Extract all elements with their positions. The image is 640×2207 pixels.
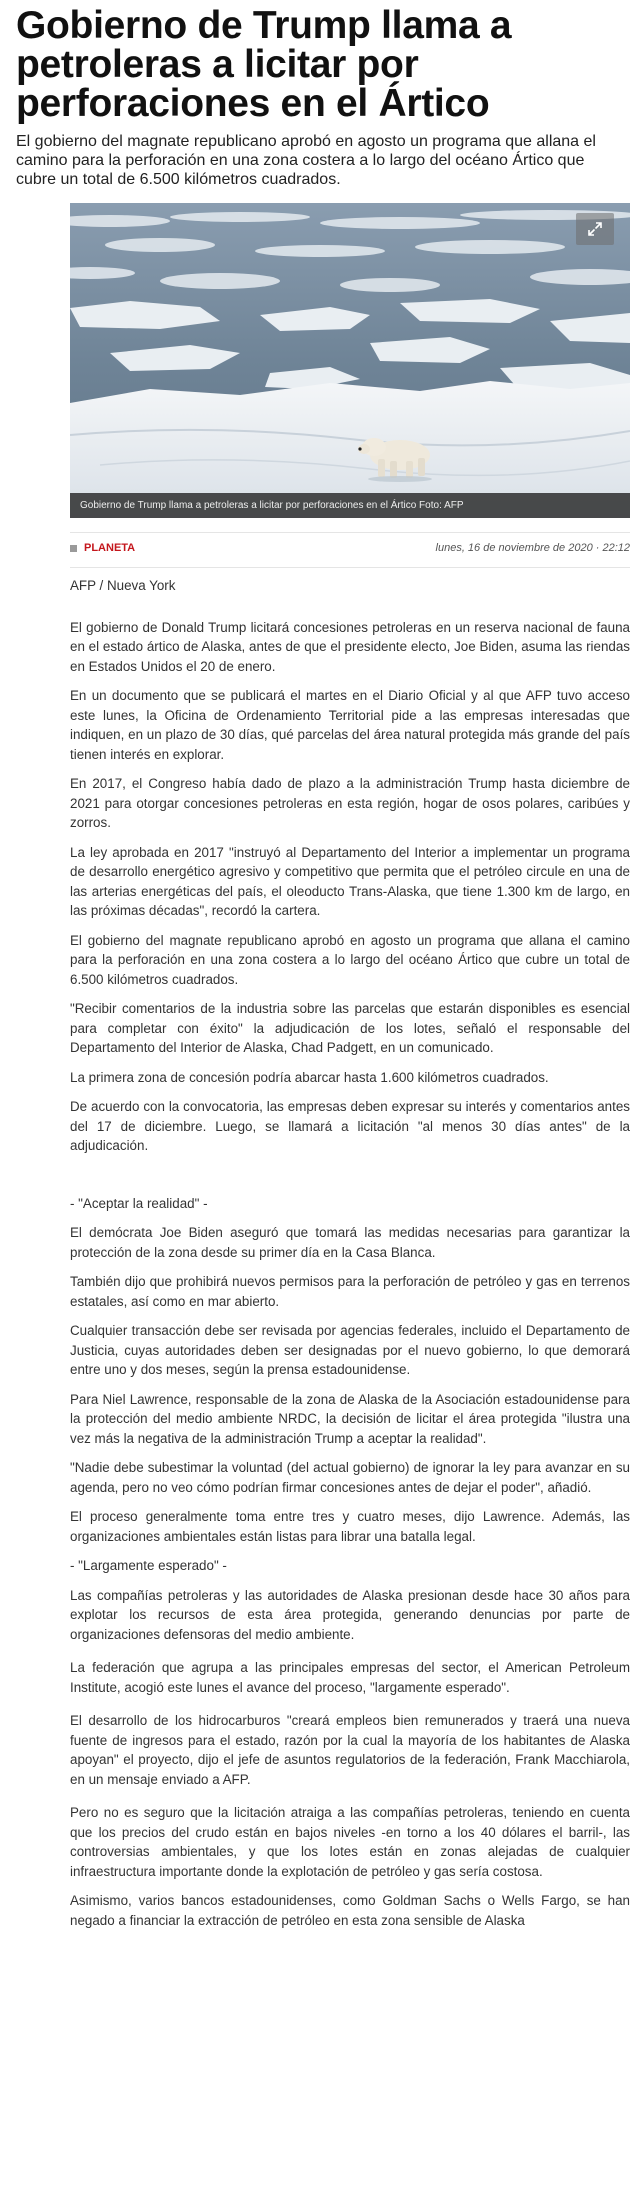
section-subheading: - "Aceptar la realidad" -	[70, 1195, 208, 1211]
section-link-planeta[interactable]	[70, 542, 135, 554]
polar-bear-ice-photo	[70, 203, 630, 518]
article-paragraph: Las compañías petroleras y las autoridades de Alaska presionan desde hace 30 años para explotar los recursos de esta área protegida, generando denuncias por parte de organizaciones defensoras del medio ambiente.	[70, 1587, 630, 1642]
article-body	[70, 574, 630, 1930]
article-paragraph: "Recibir comentarios de la industria sobre las parcelas que estarán disponibles es esencial para completar con éxito" la adjudicación de los lotes, señaló el responsable del Departamento del Interior de Alaska, Chad Padgett, en un comunicado.	[70, 1001, 630, 1055]
section-label: PLANETA	[84, 542, 136, 554]
article-paragraph: También dijo que prohibirá nuevos permisos para la perforación de petróleo y gas en terrenos estatales, así como en mar abierto.	[70, 1274, 630, 1309]
article-paragraph: Para Niel Lawrence, responsable de la zona de Alaska de la Asociación estadounidense para la protección del medio ambiente NRDC, la decisión de licitar el área protegida "ilustra una vez más la negativa de la administración Trump a aceptar la realidad".	[70, 1391, 630, 1446]
article-paragraph: Cualquier transacción debe ser revisada por agencias federales, incluido el Departamento de Justicia, cuyas autoridades deben ser designadas por el nuevo gobierno, lo que demorará entre uno y dos meses, según la prensa estadounidense.	[70, 1323, 630, 1377]
article-paragraph: El gobierno del magnate republicano aprobó en agosto un programa que allana el camino para la perforación en una zona costera a lo largo del océano Ártico que cubre un total de 6.500 kilómetros cuadrados.	[70, 932, 630, 987]
article-paragraph: En un documento que se publicará el martes en el Diario Oficial y al que AFP tuvo acceso este lunes, la Oficina de Ordenamiento Territorial pide a las empresas interesadas que indiquen, en un plazo de 30 días, qué parcelas del área natural protegida más grande del país tienen interés en explorar.	[70, 688, 630, 762]
article-paragraph: La ley aprobada en 2017 "instruyó al Departamento del Interior a implementar un programa de desarrollo energético agresivo y competitivo que permita que el petróleo circule en una de las arterias energéticas del país, el oleoducto Trans-Alaska, que tiene 1.300 km de largo, en las próximas décadas", recordó la cartera.	[70, 844, 630, 918]
headline: Gobierno de Trump llama a petroleras a licitar por perforaciones en el Ártico	[16, 4, 512, 125]
publish-date: lunes, 16 de noviembre de 2020 · 22:12	[435, 542, 630, 554]
section-square-icon	[70, 545, 77, 552]
article-paragraph: "Nadie debe subestimar la voluntad (del actual gobierno) de ignorar la ley para avanzar en su agenda, pero no veo cómo podrían firmar concesiones antes de dejar el poder", añadió.	[70, 1460, 630, 1495]
article-photo[interactable]	[70, 203, 630, 518]
article-dateline: AFP / Nueva York	[70, 578, 176, 593]
article-paragraph: La primera zona de concesión podría abarcar hasta 1.600 kilómetros cuadrados.	[70, 1069, 549, 1085]
article-paragraph: De acuerdo con la convocatoria, las empresas deben expresar su interés y comentarios antes del 17 de diciembre. Luego, se llamará a licitación "al menos 30 días antes" de la adjudicación.	[70, 1099, 630, 1153]
article-paragraph: Pero no es seguro que la licitación atraiga a las compañías petroleras, teniendo en cuenta que los precios del crudo están en bajos niveles -en torno a los 40 dólares el barril-, las controversias ambientales, y que los lotes están en zonas alejadas de cualquier infraestructura importante donde la explotación de petróleo y gas sería costosa.	[70, 1805, 630, 1879]
expand-image-button[interactable]	[576, 213, 614, 245]
expand-arrows-icon	[587, 221, 603, 237]
article-paragraph: El demócrata Joe Biden aseguró que tomará las medidas necesarias para garantizar la protección de la zona desde su primer día en la Casa Blanca.	[70, 1225, 630, 1260]
section-subheading: - "Largamente esperado" -	[70, 1558, 227, 1573]
photo-caption: Gobierno de Trump llama a petroleras a licitar por perforaciones en el Ártico Foto: AFP	[70, 493, 630, 518]
article-paragraph: El gobierno de Donald Trump licitará concesiones petroleras en un reserva nacional de fauna en el estado ártico de Alaska, antes de que el presidente electo, Joe Biden, asuma las riendas en Estados Unidos el 20 de enero.	[70, 619, 630, 674]
article-paragraph: El proceso generalmente toma entre tres y cuatro meses, dijo Lawrence. Además, las organizaciones ambientales están listas para librar una batalla legal.	[70, 1509, 630, 1544]
article-paragraph: En 2017, el Congreso había dado de plazo a la administración Trump hasta diciembre de 2021 para otorgar concesiones petroleras en esta región, hogar de osos polares, caribúes y zorros.	[70, 776, 630, 830]
article-meta-bar	[70, 532, 630, 568]
article-paragraph: La federación que agrupa a las principales empresas del sector, el American Petroleum Institute, acogió este lunes el avance del proceso, "largamente esperado".	[70, 1660, 630, 1695]
article-paragraph: Asimismo, varios bancos estadounidenses, como Goldman Sachs o Wells Fargo, se han negado a financiar la extracción de petróleo en esta zona sensible de Alaska	[70, 1893, 630, 1928]
article-paragraph: El desarrollo de los hidrocarburos "creará empleos bien remunerados y traerá una nueva fuente de ingresos para el estado, razón por la cual la mayoría de los habitantes de Alaska apoyan" el proyecto, dijo el jefe de asuntos regulatorios de la federación, Frank Macchiarola, en un mensaje enviado a AFP.	[70, 1713, 630, 1787]
lead-paragraph: El gobierno del magnate republicano aprobó en agosto un programa que allana el camino para la perforación en una zona costera a lo largo del océano Ártico que cubre un total de 6.500 kilómetros cuadrados.	[16, 133, 596, 188]
